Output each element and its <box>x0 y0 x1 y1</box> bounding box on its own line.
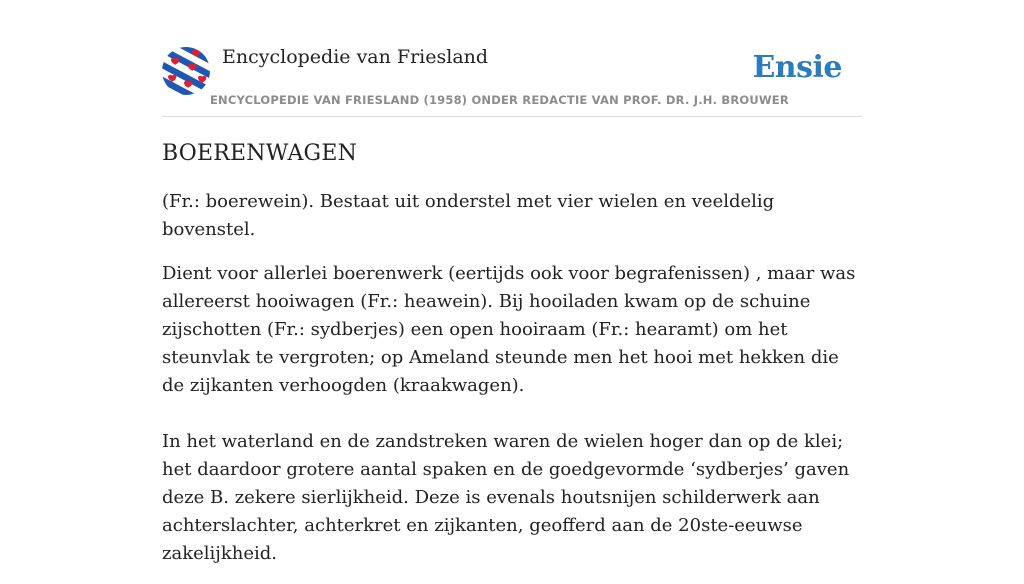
site-title-link[interactable]: Encyclopedie van Friesland <box>222 46 489 68</box>
site-header <box>162 44 862 117</box>
frisian-flag-icon[interactable] <box>162 47 210 95</box>
entry-paragraph: (Fr.: boerewein). Bestaat uit onderstel met vier wielen en veeldelig bovenstel. <box>162 191 775 240</box>
entry-paragraph: Dient voor allerlei boerenwerk (eertijds ook voor begrafenissen) , maar was allereerst hooiwagen (Fr.: heawein). Bij hooiladen kwam op de schuine zijschotten (Fr.: sydberjes) een open hooiraam (Fr.: hearamt) om het steunvlak te vergroten; op Ameland steunde men het hooi met hekken die de zijkanten verhoogden (kraakwagen). In het waterland en de zandstreken waren de wielen hoger dan op de klei; het daardoor grotere aantal spaken en de goedgevormde ‘sydberjes’ gaven deze B. zekere sierlijkheid. Deze is evenals houtsnijen schilderwerk aan achterslachter, achterkret en zijkanten, geofferd aan de 20ste-eeuwse zakelijkheid. <box>162 263 856 564</box>
encyclopedia-subtitle: ENCYCLOPEDIE VAN FRIESLAND (1958) ONDER REDACTIE VAN PROF. DR. J.H. BROUWER <box>210 93 789 107</box>
entry-content <box>162 138 862 584</box>
ensie-brand-link[interactable]: Ensie <box>752 50 842 85</box>
entry-title: BOERENWAGEN <box>162 141 358 166</box>
